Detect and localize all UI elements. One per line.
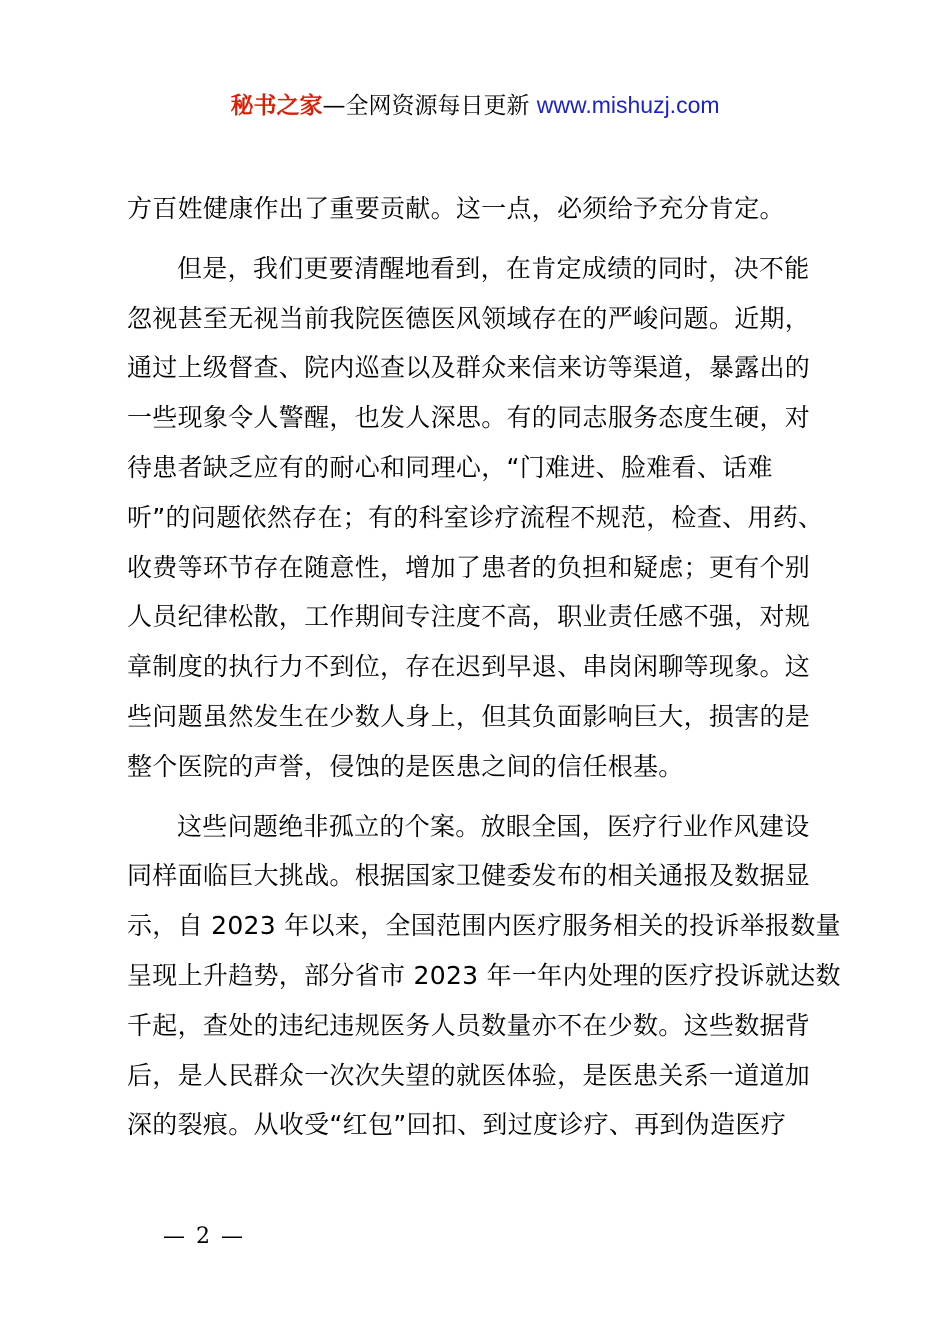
text-line: 这些问题绝非孤立的个案。放眼全国，医疗行业作风建设 [177,811,810,841]
site-brand: 秘书之家 [230,93,323,119]
text-line: 通过上级督查、院内巡查以及群众来信来访等渠道，暴露出的 [127,353,811,383]
text-line: 呈现上升趋势，部分省市 2023 年一年内处理的医疗投诉就达数 [127,960,841,990]
text-line: 后，是人民群众一次次失望的就医体验，是医患关系一道道加 [127,1060,811,1090]
text-line: 章制度的执行力不到位，存在迟到早退、串岗闲聊等现象。这 [127,652,811,682]
page-number: — 2 — [163,1224,245,1249]
text-line: 深的裂痕。从收受“红包”回扣、到过度诊疗、再到伪造医疗 [127,1110,787,1140]
text-line: 收费等环节存在随意性，增加了患者的负担和疑虑；更有个别 [127,552,811,582]
paragraph-national [127,802,841,1151]
site-header [0,88,950,123]
text-line: 些问题虽然发生在少数人身上，但其负面影响巨大，损害的是 [127,701,811,731]
text-line: 但是，我们更要清醒地看到，在肯定成绩的同时，决不能 [177,253,810,283]
text-line: 待患者缺乏应有的耐心和同理心，“门难进、脸难看、话难 [127,452,773,482]
text-line: 一些现象令人警醒，也发人深思。有的同志服务态度生硬，对 [127,403,811,433]
text-line: 忽视甚至无视当前我院医德医风领域存在的严峻问题。近期， [127,303,811,333]
text-line: 整个医院的声誉，侵蚀的是医患之间的信任根基。 [127,751,684,781]
site-tagline: —全网资源每日更新 [322,93,530,119]
text-line: 方百姓健康作出了重要贡献。这一点，必须给予充分肯定。 [127,194,785,223]
paragraph-continuation [127,184,833,234]
text-line: 人员纪律松散，工作期间专注度不高，职业责任感不强，对规 [127,602,811,632]
text-line: 千起，查处的违纪违规医务人员数量亦不在少数。这些数据背 [127,1010,811,1040]
site-url-link[interactable]: www.mishuzj.com [536,92,720,118]
text-line: 听”的问题依然存在；有的科室诊疗流程不规范，检查、用药、 [127,502,824,532]
text-line: 示，自 2023 年以来，全国范围内医疗服务相关的投诉举报数量 [127,911,841,941]
paragraph-problems [127,244,833,792]
text-line: 同样面临巨大挑战。根据国家卫健委发布的相关通报及数据显 [127,861,811,891]
document-body [127,184,841,1160]
